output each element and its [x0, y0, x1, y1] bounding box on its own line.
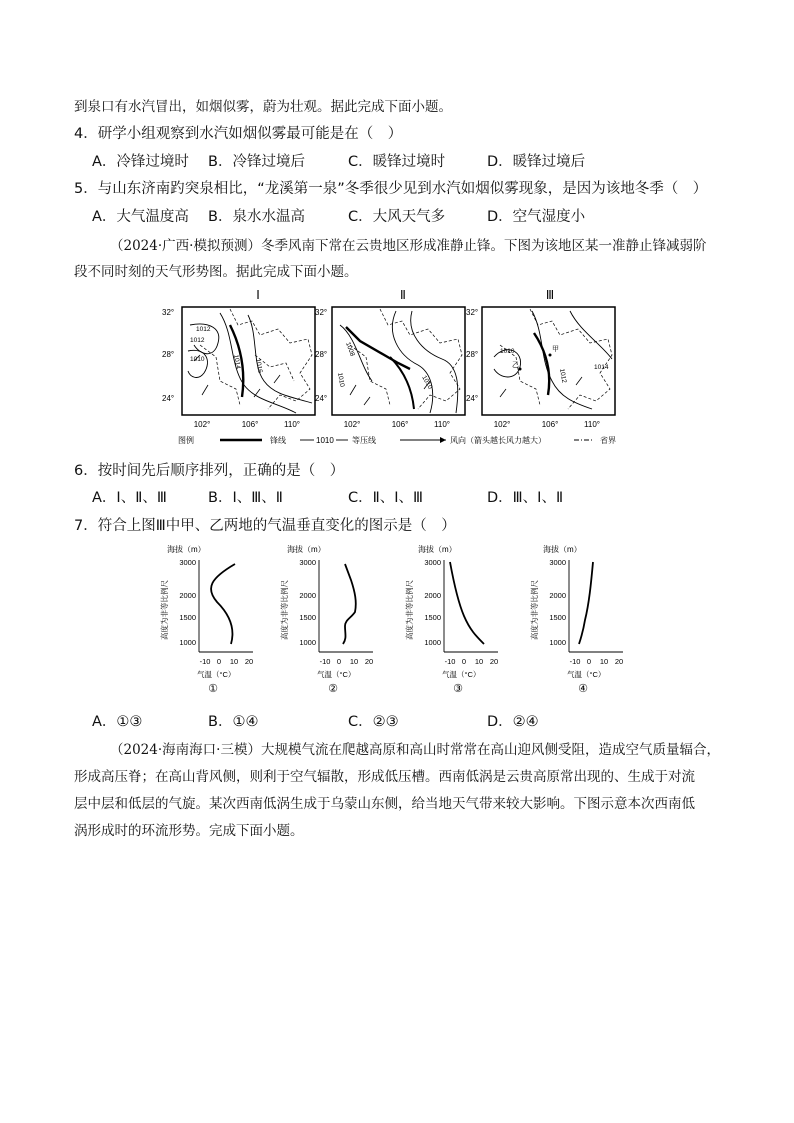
passage-b-line-2: 段不同时刻的天气形势图。据此完成下面小题。 — [74, 264, 358, 280]
p2-y-1000: 1000 — [299, 638, 316, 647]
p2-y-2000: 2000 — [299, 591, 316, 600]
weather-maps-figure — [160, 285, 635, 450]
q4-option-b[interactable]: B．冷锋过境后 — [208, 154, 305, 170]
lat-label-24-p2: 24° — [315, 394, 328, 403]
lon-label-106-p1: 106° — [241, 420, 259, 429]
question-5-options — [0, 205, 794, 225]
q7-option-d[interactable]: D．②④ — [487, 714, 539, 730]
legend-isobar: 等压线 — [352, 436, 376, 445]
map-panel-2 — [332, 307, 465, 415]
p3-place-jia: 甲 — [552, 346, 559, 353]
p1-y-3000: 3000 — [179, 558, 196, 567]
temperature-profiles-figure — [155, 540, 640, 700]
p3-x-20: 20 — [489, 657, 499, 666]
passage-b-line-1: （2024·广西·模拟预测）冬季风南下常在云贵地区形成准静止锋。下图为该地区某一准静止锋减弱阶 — [110, 238, 707, 254]
p1-x-10: 10 — [229, 657, 239, 666]
profile-label-2: ② — [328, 683, 338, 695]
p3-x-0: 0 — [461, 657, 467, 666]
p1-isobar-1010: 1010 — [190, 356, 205, 363]
p4-y-side: 高度为非等比例尺 — [530, 580, 539, 640]
p1-y-2000: 2000 — [179, 591, 196, 600]
p4-y-1000: 1000 — [549, 638, 566, 647]
map-panel-3 — [482, 307, 615, 415]
p3-y-3000: 3000 — [424, 558, 441, 567]
question-7-options — [0, 710, 794, 730]
profile-label-3: ③ — [453, 683, 463, 695]
lon-label-106-p3: 106° — [541, 420, 559, 429]
q4-option-d[interactable]: D．暖锋过境后 — [487, 154, 586, 170]
legend-boundary: 省界 — [600, 436, 616, 445]
question-6-options — [0, 486, 794, 506]
lon-label-102-p1: 102° — [193, 420, 211, 429]
p1-y-side: 高度为非等比例尺 — [160, 580, 169, 640]
lon-label-110-p3: 110° — [584, 420, 600, 429]
p3-isobar-1012: 1012 — [558, 368, 568, 384]
lat-label-32-p3: 32° — [466, 308, 479, 317]
q6-option-b[interactable]: B．Ⅰ、Ⅲ、Ⅱ — [208, 490, 283, 506]
p1-isobar-1014: 1014 — [232, 354, 242, 370]
p1-isobar-1016: 1016 — [254, 358, 264, 374]
lon-label-102-p3: 102° — [493, 420, 511, 429]
profile-panel-3 — [404, 544, 498, 695]
p2-x-20: 20 — [364, 657, 374, 666]
legend-wind: 风向（箭头越长风力越大） — [450, 436, 546, 445]
question-4-options — [0, 150, 794, 170]
p3-y-title: 海拔（m） — [418, 545, 457, 554]
lat-label-32-p2: 32° — [315, 308, 328, 317]
p1-isobar-1012-a: 1012 — [196, 326, 211, 333]
map-legend — [178, 435, 616, 445]
p2-x-10: 10 — [349, 657, 359, 666]
q4-option-a[interactable]: A．冷锋过境时 — [92, 154, 189, 170]
p4-y-3000: 3000 — [549, 558, 566, 567]
lat-label-28-p1: 28° — [162, 350, 175, 359]
q6-option-d[interactable]: D．Ⅲ、Ⅰ、Ⅱ — [487, 490, 564, 506]
p1-x-m10: -10 — [199, 657, 211, 666]
profile-label-4: ④ — [578, 683, 588, 695]
lat-label-24-p1: 24° — [162, 394, 175, 403]
p2-x-0: 0 — [336, 657, 342, 666]
p3-x-title: 气温（°C） — [442, 670, 481, 679]
q5-option-d[interactable]: D．空气湿度小 — [487, 209, 586, 225]
q6-option-a[interactable]: A．Ⅰ、Ⅱ、Ⅲ — [92, 490, 167, 506]
p2-isobar-1010-b: 1010 — [420, 374, 434, 391]
p4-x-10: 10 — [599, 657, 609, 666]
p1-x-title: 气温（°C） — [197, 670, 236, 679]
map-panel-1 — [182, 307, 315, 415]
p4-y-title: 海拔（m） — [543, 545, 582, 554]
legend-isobar-value: 1010 — [316, 436, 334, 445]
q6-option-c[interactable]: C．Ⅱ、Ⅰ、Ⅲ — [348, 490, 424, 506]
lon-label-110-p1: 110° — [284, 420, 300, 429]
p1-y-1500: 1500 — [179, 613, 196, 622]
passage-c-line-2: 形成高压脊；在高山背风侧，则利于空气辐散，形成低压槽。西南低涡是云贵高原常出现的、生成于对流 — [74, 769, 695, 785]
p2-y-1500: 1500 — [299, 613, 316, 622]
q7-option-c[interactable]: C．②③ — [348, 714, 399, 730]
question-4-stem: 4．研学小组观察到水汽如烟似雾最可能是在（ ） — [74, 126, 403, 142]
panel-title-1: Ⅰ — [256, 288, 260, 302]
p3-place-yi: 乙 — [512, 362, 519, 369]
passage-c-line-3: 层中层和低层的气旋。某次西南低涡生成于乌蒙山东侧，给当地天气带来较大影响。下图示意本次西南低 — [74, 796, 695, 812]
lon-label-110-p2: 110° — [434, 420, 450, 429]
q7-option-b[interactable]: B．①④ — [208, 714, 259, 730]
p2-x-title: 气温（°C） — [317, 670, 356, 679]
p2-x-m10: -10 — [319, 657, 331, 666]
q5-option-b[interactable]: B．泉水水温高 — [208, 209, 305, 225]
p3-y-1500: 1500 — [424, 613, 441, 622]
q4-option-c[interactable]: C．暖锋过境时 — [348, 154, 446, 170]
p1-x-20: 20 — [244, 657, 254, 666]
passage-c-line-1: （2024·海南海口·三模）大规模气流在爬越高原和高山时常常在高山迎风侧受阻，造成空气质量辐合， — [110, 742, 720, 758]
passage-c-line-4: 涡形成时的环流形势。完成下面小题。 — [74, 823, 304, 839]
p2-isobar-1008: 1008 — [344, 341, 356, 358]
lat-label-24-p3: 24° — [466, 394, 479, 403]
p3-x-m10: -10 — [444, 657, 456, 666]
p2-y-side: 高度为非等比例尺 — [280, 580, 289, 640]
profile-panel-2 — [279, 544, 373, 695]
p3-isobar-1014: 1014 — [594, 364, 609, 371]
lon-label-102-p2: 102° — [343, 420, 361, 429]
p3-isobar-1010: 1010 — [500, 348, 515, 355]
p2-isobar-1010-a: 1010 — [336, 372, 346, 388]
p4-x-20: 20 — [614, 657, 624, 666]
p4-y-2000: 2000 — [549, 591, 566, 600]
panel-title-3: Ⅲ — [545, 288, 555, 302]
question-7-stem: 7．符合上图Ⅲ中甲、乙两地的气温垂直变化的图示是（ ） — [74, 518, 456, 534]
q5-option-a[interactable]: A．大气温度高 — [92, 209, 189, 225]
p1-isobar-1012-b: 1012 — [190, 337, 205, 344]
p1-y-1000: 1000 — [179, 638, 196, 647]
p3-y-1000: 1000 — [424, 638, 441, 647]
profile-panel-4 — [529, 544, 623, 695]
legend-title: 图例 — [178, 436, 194, 445]
panel-title-2: Ⅱ — [400, 288, 406, 302]
passage-continuation: 到泉口有水汽冒出，如烟似雾，蔚为壮观。据此完成下面小题。 — [74, 99, 452, 115]
p2-y-title: 海拔（m） — [287, 545, 326, 554]
p2-y-3000: 3000 — [299, 558, 316, 567]
question-6-stem: 6．按时间先后顺序排列，正确的是（ ） — [74, 463, 345, 479]
q7-option-a[interactable]: A．①③ — [92, 714, 143, 730]
p4-y-1500: 1500 — [549, 613, 566, 622]
p4-x-title: 气温（°C） — [567, 670, 606, 679]
p3-y-side: 高度为非等比例尺 — [405, 580, 414, 640]
lat-label-28-p2: 28° — [315, 350, 328, 359]
profile-label-1: ① — [208, 683, 218, 695]
p1-y-title: 海拔（m） — [167, 545, 206, 554]
p4-x-m10: -10 — [569, 657, 581, 666]
lat-label-28-p3: 28° — [466, 350, 479, 359]
p1-x-0: 0 — [216, 657, 222, 666]
question-5-stem: 5．与山东济南趵突泉相比，“龙溪第一泉”冬季很少见到水汽如烟似雾现象，是因为该地冬季（ ） — [74, 181, 708, 197]
q5-option-c[interactable]: C．大风天气多 — [348, 209, 446, 225]
lon-label-106-p2: 106° — [391, 420, 409, 429]
profile-panel-1 — [159, 544, 253, 695]
p3-x-10: 10 — [474, 657, 484, 666]
legend-front: 锋线 — [270, 436, 286, 445]
p4-x-0: 0 — [586, 657, 592, 666]
lat-label-32-p1: 32° — [162, 308, 175, 317]
p3-y-2000: 2000 — [424, 591, 441, 600]
